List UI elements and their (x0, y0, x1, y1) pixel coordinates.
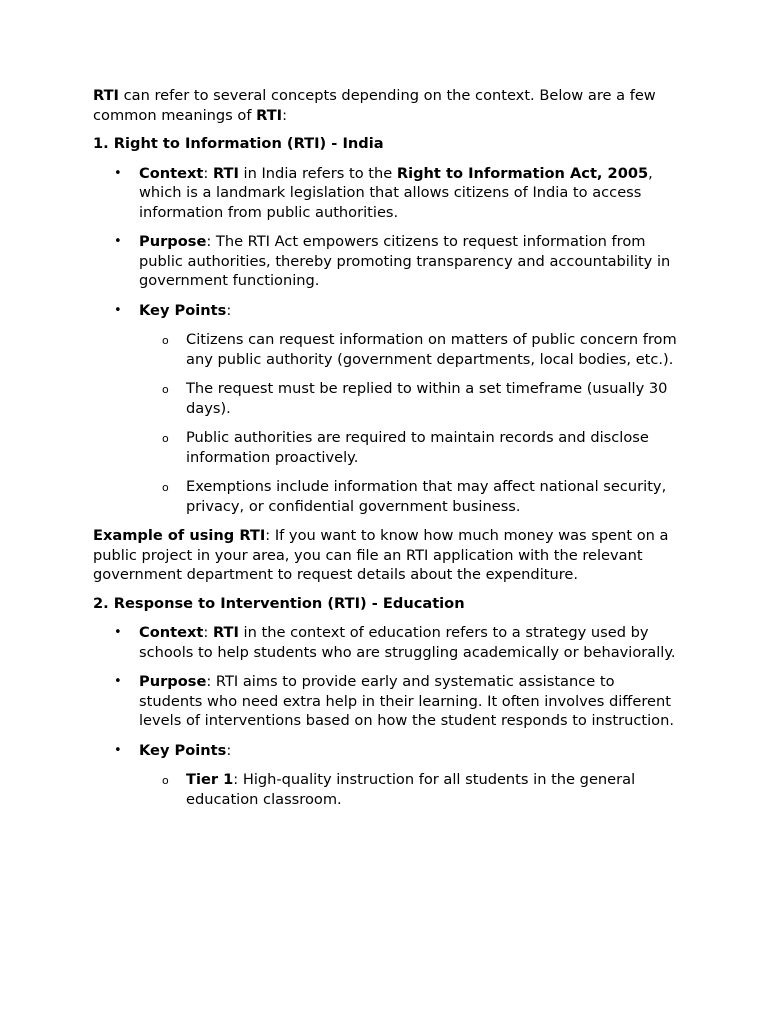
sub-bullet-icon: o (162, 334, 169, 347)
document-page (93, 86, 678, 819)
list-item-key-points: • Key Points: o Tier 1: High-quality instruction for all students in the general education classroom. (93, 741, 678, 810)
sub-bullet-icon: o (162, 383, 169, 396)
example-paragraph: Example of using RTI: If you want to know how much money was spent on a public project in your area, you can file an RTI application with the relevant government department to request details about the expenditure. (93, 527, 669, 583)
sub-list-item: o Exemptions include information that may affect national security, privacy, or confidential government business. (162, 478, 667, 515)
key-points-sublist (139, 330, 678, 516)
bullet-icon: • (114, 674, 122, 689)
bullet-icon: • (114, 302, 122, 318)
sub-bullet-icon: o (162, 432, 169, 445)
sub-list-item: o Public authorities are required to maintain records and disclose information proactively. (162, 429, 649, 466)
section-2-list (93, 623, 678, 809)
list-item-key-points: • Key Points: o Citizens can request information on matters of public concern from any public authority (government departments, local bodies, etc.). o The request must be replied to within a set timeframe (usually 30 days). o Public authorities are required to maintain records and disclose information proactively. o Exemptions include information that may affect national security, privacy, or confidential government business. (114, 301, 677, 515)
list-item-context: • Context: RTI in the context of education refers to a strategy used by schools to help students who are struggling academically or behaviorally. (114, 624, 676, 661)
bullet-icon: • (114, 625, 122, 640)
section-heading-1: 1. Right to Information (RTI) - India (93, 135, 384, 152)
sub-list-item: o Tier 1: High-quality instruction for all students in the general education classroom. (162, 771, 636, 808)
list-item-purpose: • Purpose: The RTI Act empowers citizens to request information from public authorities, thereby promoting transparency and accountability in government functioning. (114, 233, 671, 289)
term-rti: RTI (93, 87, 119, 104)
section-heading-2: 2. Response to Intervention (RTI) - Education (93, 594, 465, 612)
bullet-icon: • (114, 234, 122, 249)
sub-bullet-icon: o (162, 774, 169, 787)
term-rti: RTI (256, 106, 283, 124)
list-item-context: • Context: RTI in India refers to the Right to Information Act, 2005, which is a landmark legislation that allows citizens of India to access information from public authorities. (114, 164, 653, 221)
sub-bullet-icon: o (162, 481, 169, 494)
bullet-icon: • (114, 165, 122, 181)
sub-list-item: o Citizens can request information on matters of public concern from any public authority (government departments, local bodies, etc.). (162, 331, 677, 368)
intro-paragraph: RTI can refer to several concepts depending on the context. Below are a few common meanings of RTI: (93, 87, 656, 124)
list-item-purpose: • Purpose: RTI aims to provide early and systematic assistance to students who need extra help in their learning. It often involves different levels of interventions based on how the student responds to instruction. (114, 673, 674, 729)
bullet-icon: • (114, 742, 122, 758)
sub-list-item: o The request must be replied to within a set timeframe (usually 30 days). (162, 380, 668, 417)
section-1-list (93, 164, 678, 517)
key-points-sublist (139, 770, 678, 809)
